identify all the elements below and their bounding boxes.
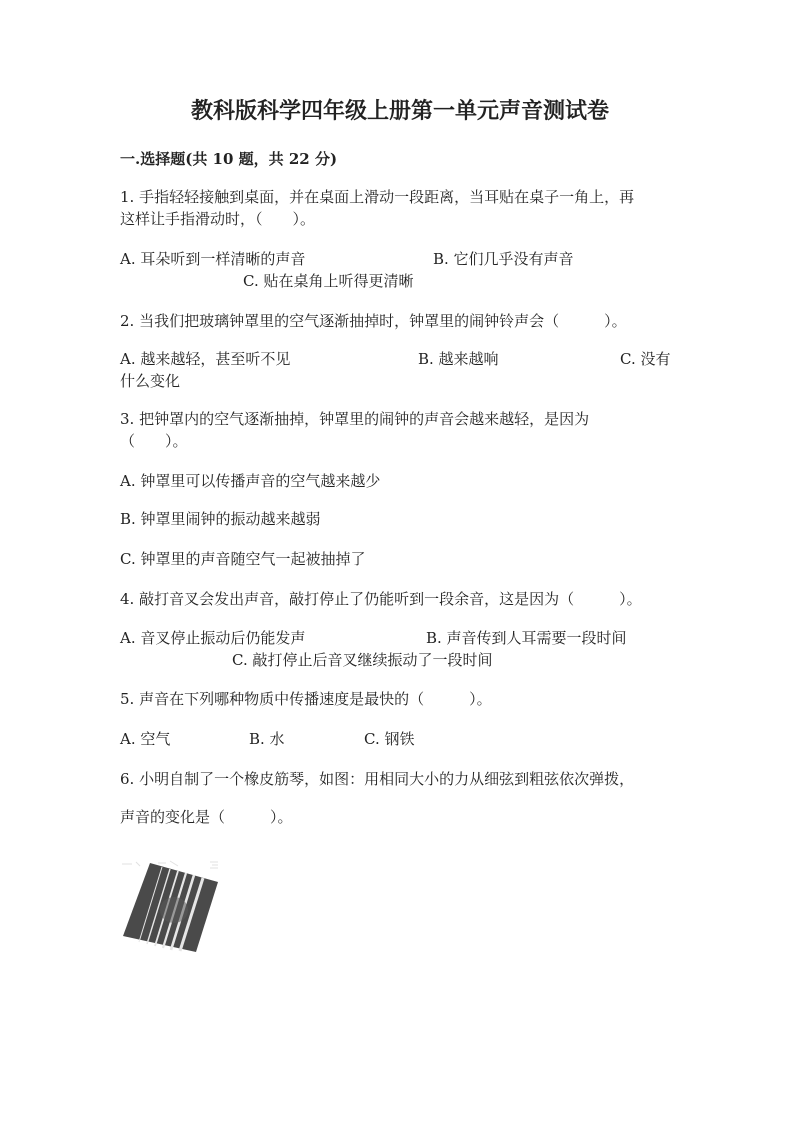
faint-scan-marks <box>122 861 218 868</box>
question-2-option-b: B. 越来越响 <box>418 350 499 368</box>
question-5-option-b: B. 水 <box>249 730 285 748</box>
question-3-stem-line-1: 3. 把钟罩内的空气逐渐抽掉，钟罩里的闹钟的声音会越来越轻，是因为 <box>120 410 590 428</box>
question-2-option-c-cont: 什么变化 <box>120 372 181 390</box>
rubber-band-guitar-figure <box>118 858 228 953</box>
question-4-stem: 4. 敲打音叉会发出声音，敲打停止了仍能听到一段余音，这是因为（ ）。 <box>120 590 642 608</box>
question-1-option-c: C. 贴在桌角上听得更清晰 <box>243 272 414 290</box>
sound-hole <box>160 897 188 923</box>
question-4-option-c: C. 敲打停止后音叉继续振动了一段时间 <box>232 651 493 669</box>
page-title: 教科版科学四年级上册第一单元声音测试卷 <box>190 98 609 124</box>
question-5-option-c: C. 钢铁 <box>364 730 415 748</box>
question-5-stem: 5. 声音在下列哪种物质中传播速度是最快的（ ）。 <box>120 690 492 708</box>
question-2-option-c: C. 没有 <box>620 350 671 368</box>
question-5-option-a: A. 空气 <box>120 730 171 748</box>
question-3-option-c: C. 钟罩里的声音随空气一起被抽掉了 <box>120 550 366 568</box>
question-1-option-b: B. 它们几乎没有声音 <box>433 250 574 268</box>
question-4-option-b: B. 声音传到人耳需要一段时间 <box>426 629 627 647</box>
question-6-stem-line-2: 声音的变化是（ ）。 <box>120 808 293 826</box>
section-heading: 一.选择题(共 10 题，共 22 分) <box>120 150 338 168</box>
question-2-stem: 2. 当我们把玻璃钟罩里的空气逐渐抽掉时，钟罩里的闹钟铃声会（ ）。 <box>120 312 627 330</box>
question-3-stem-line-2: （ ）。 <box>120 432 188 450</box>
question-3-option-b: B. 钟罩里闹钟的振动越来越弱 <box>120 510 321 528</box>
question-2-option-a: A. 越来越轻，甚至听不见 <box>120 350 291 368</box>
question-4-option-a: A. 音叉停止振动后仍能发声 <box>120 629 306 647</box>
question-3-option-a: A. 钟罩里可以传播声音的空气越来越少 <box>120 472 381 490</box>
question-1-option-a: A. 耳朵听到一样清晰的声音 <box>120 250 306 268</box>
question-1-stem-line-1: 1. 手指轻轻接触到桌面，并在桌面上滑动一段距离，当耳贴在桌子一角上，再 <box>120 188 635 206</box>
question-1-stem-line-2: 这样让手指滑动时，（ ）。 <box>120 210 316 228</box>
question-6-stem-line-1: 6. 小明自制了一个橡皮筋琴，如图：用相同大小的力从细弦到粗弦依次弹拨， <box>120 770 635 788</box>
